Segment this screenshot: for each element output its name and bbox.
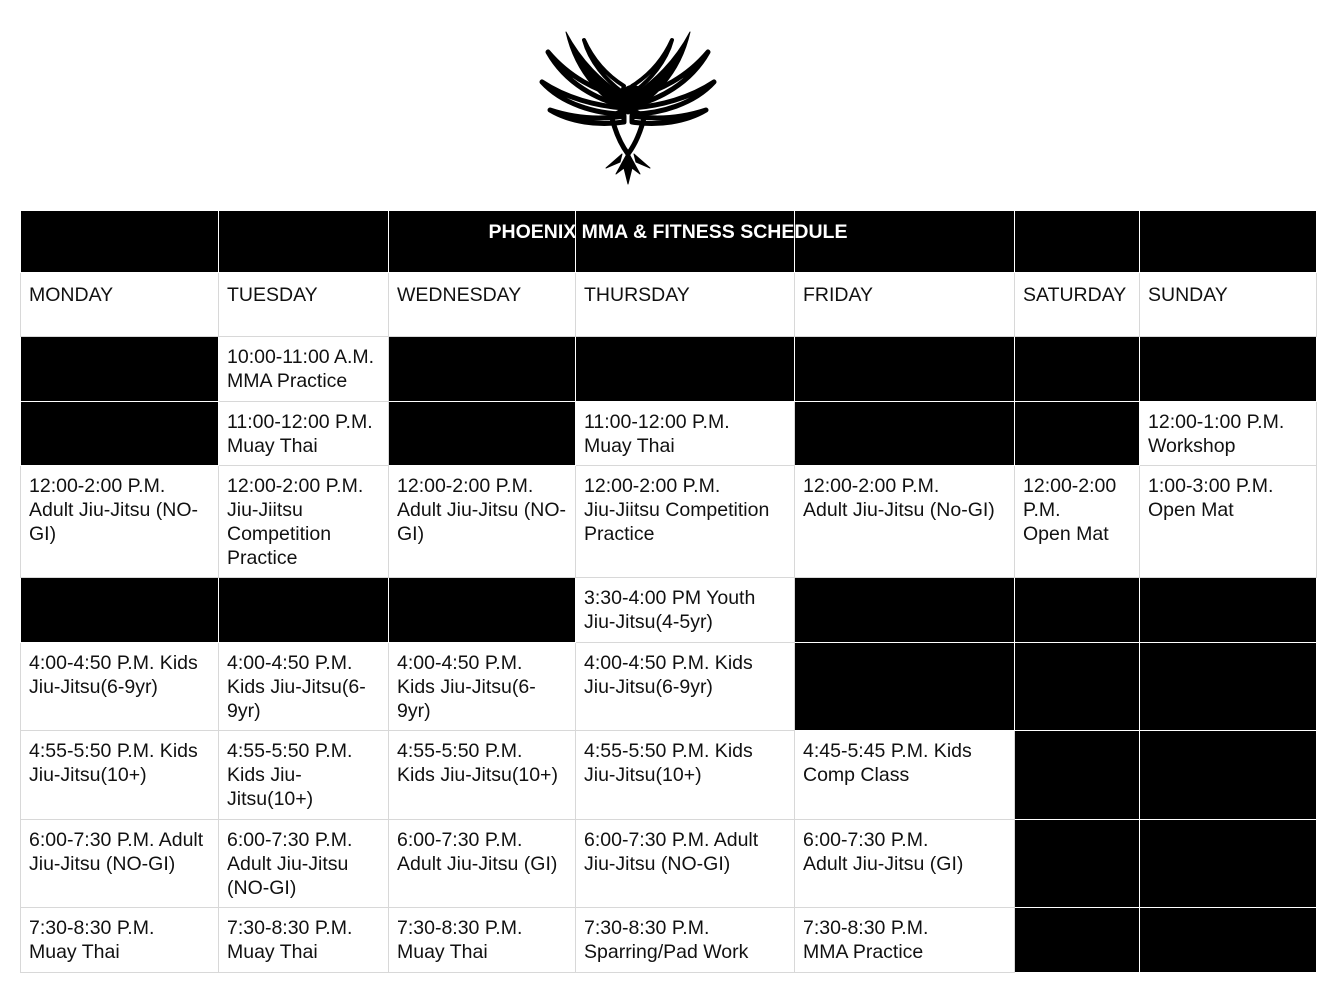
empty-slot [21,337,219,402]
schedule-row [21,337,1317,402]
empty-slot [1140,578,1317,643]
day-header: SUNDAY [1140,273,1317,337]
title-cell [1015,211,1140,273]
empty-slot [1015,402,1140,466]
title-row [21,211,1317,273]
empty-slot [795,402,1015,466]
class-slot: 7:30-8:30 P.M. Sparring/Pad Work [576,908,795,973]
schedule-row [21,820,1317,908]
empty-slot [1015,820,1140,908]
schedule-table [20,210,1317,973]
class-slot: 12:00-2:00 P.M. Jiu-Jiitsu Competition Practice [576,466,795,578]
empty-slot [795,643,1015,731]
empty-slot [1015,578,1140,643]
empty-slot [1015,337,1140,402]
empty-slot [219,578,389,643]
empty-slot [389,578,576,643]
class-slot: 6:00-7:30 P.M. Adult Jiu-Jitsu (NO-GI) [21,820,219,908]
day-header-row [21,273,1317,337]
class-slot: 7:30-8:30 P.M. Muay Thai [21,908,219,973]
class-slot: 6:00-7:30 P.M. Adult Jiu-Jitsu (GI) [389,820,576,908]
class-slot: 1:00-3:00 P.M. Open Mat [1140,466,1317,578]
title-cell [795,211,1015,273]
empty-slot [576,337,795,402]
schedule-row [21,466,1317,578]
class-slot: 10:00-11:00 A.M. MMA Practice [219,337,389,402]
class-slot: 4:00-4:50 P.M. Kids Jiu-Jitsu(6-9yr) [389,643,576,731]
day-header: SATURDAY [1015,273,1140,337]
class-slot: 7:30-8:30 P.M. Muay Thai [389,908,576,973]
class-slot: 4:55-5:50 P.M. Kids Jiu-Jitsu(10+) [576,731,795,820]
class-slot: 12:00-2:00 P.M. Adult Jiu-Jitsu (NO-GI) [21,466,219,578]
title-cell [219,211,389,273]
class-slot: 4:00-4:50 P.M. Kids Jiu-Jitsu(6-9yr) [21,643,219,731]
schedule-row [21,731,1317,820]
class-slot: 11:00-12:00 P.M. Muay Thai [576,402,795,466]
class-slot: 12:00-2:00 P.M. Open Mat [1015,466,1140,578]
class-slot: 6:00-7:30 P.M. Adult Jiu-Jitsu (GI) [795,820,1015,908]
class-slot: 7:30-8:30 P.M. MMA Practice [795,908,1015,973]
empty-slot [1140,337,1317,402]
title-cell [1140,211,1317,273]
class-slot: 4:00-4:50 P.M. Kids Jiu-Jitsu(6-9yr) [576,643,795,731]
class-slot: 4:55-5:50 P.M. Kids Jiu-Jitsu(10+) [389,731,576,820]
empty-slot [1015,731,1140,820]
phoenix-bird-icon [536,22,720,186]
day-header: MONDAY [21,273,219,337]
empty-slot [389,337,576,402]
empty-slot [1140,908,1317,973]
class-slot: 4:55-5:50 P.M. Kids Jiu-Jitsu(10+) [219,731,389,820]
empty-slot [795,578,1015,643]
empty-slot [1140,820,1317,908]
class-slot: 12:00-2:00 P.M. Adult Jiu-Jitsu (NO-GI) [389,466,576,578]
empty-slot [389,402,576,466]
schedule-row [21,578,1317,643]
title-cell [389,211,576,273]
schedule-title: PHOENIX MMA & FITNESS SCHEDULE [488,221,848,243]
empty-slot [1140,643,1317,731]
class-slot: 12:00-2:00 P.M. Jiu-Jiitsu Competition Practice [219,466,389,578]
class-slot: 6:00-7:30 P.M. Adult Jiu-Jitsu (NO-GI) [576,820,795,908]
empty-slot [795,337,1015,402]
class-slot: 6:00-7:30 P.M. Adult Jiu-Jitsu (NO-GI) [219,820,389,908]
schedule-row [21,643,1317,731]
class-slot: 11:00-12:00 P.M. Muay Thai [219,402,389,466]
class-slot: 4:55-5:50 P.M. Kids Jiu-Jitsu(10+) [21,731,219,820]
empty-slot [1140,731,1317,820]
schedule-row [21,908,1317,973]
class-slot: 12:00-1:00 P.M. Workshop [1140,402,1317,466]
day-header: FRIDAY [795,273,1015,337]
day-header: TUESDAY [219,273,389,337]
empty-slot [1015,643,1140,731]
empty-slot [1015,908,1140,973]
empty-slot [21,402,219,466]
empty-slot [21,578,219,643]
class-slot: 7:30-8:30 P.M. Muay Thai [219,908,389,973]
schedule-row [21,402,1317,466]
title-cell [576,211,795,273]
class-slot: 4:00-4:50 P.M. Kids Jiu-Jitsu(6-9yr) [219,643,389,731]
class-slot: 4:45-5:45 P.M. Kids Comp Class [795,731,1015,820]
title-cell [21,211,219,273]
class-slot: 3:30-4:00 PM Youth Jiu-Jitsu(4-5yr) [576,578,795,643]
class-slot: 12:00-2:00 P.M. Adult Jiu-Jitsu (No-GI) [795,466,1015,578]
day-header: THURSDAY [576,273,795,337]
day-header: WEDNESDAY [389,273,576,337]
